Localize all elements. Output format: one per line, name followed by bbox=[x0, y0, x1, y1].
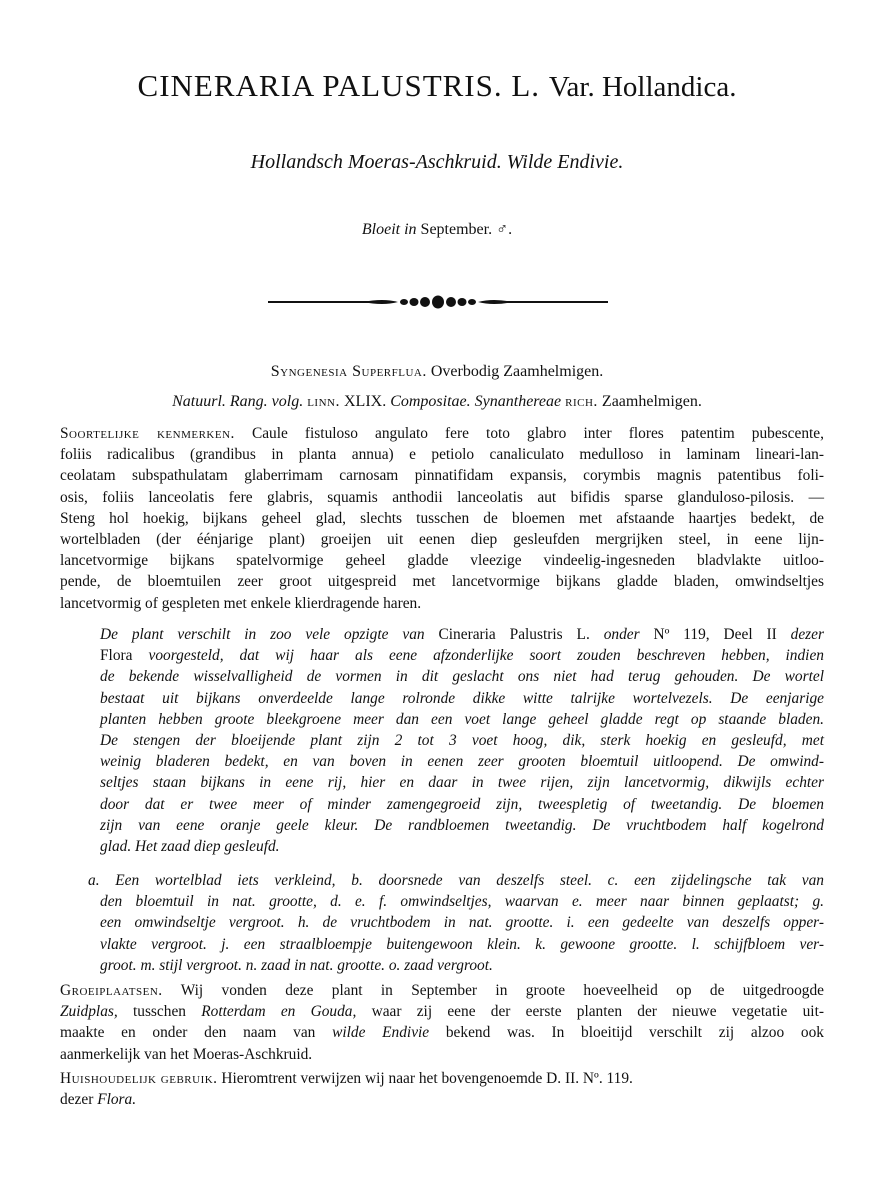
text-line: vlakte vergroot. j. een straalbloempje buitengewoon klein. k. gewoone grootte. l. schijfbloem ver- bbox=[100, 935, 824, 953]
groeiplaatsen-heading: Groeiplaatsen. bbox=[60, 982, 163, 999]
text-line: groot. m. stijl vergroot. n. zaad in nat. grootte. o. zaad vergroot. bbox=[100, 956, 493, 974]
family-dutch: Zaamhelmigen. bbox=[601, 393, 702, 410]
rang-number: XLIX. bbox=[343, 393, 387, 410]
text-line: zijn van eene oranje geele kleur. De randbloemen tweetandig. De vruchtbodem half kogelrond bbox=[100, 816, 824, 834]
text-line: den bloemtuil in nat. grootte, d. e. f. omwindseltjes, waarvan e. meer naar binnen geplaatst; g. bbox=[100, 893, 824, 911]
text-line: weinig bladeren bedekt, en van boven in eenen zeer grooten bloemtuil uitloopend. De omwind- bbox=[100, 753, 824, 771]
text-line: a. Een wortelblad iets verkleind, b. doorsnede van deszelfs steel. c. een zijdelingsche tak van bbox=[88, 872, 824, 889]
page-title bbox=[0, 68, 874, 104]
text-line: lancetvormig of gespleten met enkele klierdragende haren. bbox=[60, 594, 422, 612]
ornamental-divider bbox=[268, 292, 608, 312]
bloei-month: September. bbox=[420, 221, 493, 238]
text-line: Huishoudelijk gebruik. Hieromtrent verwijzen wij naar het bovengenoemde D. II. Nº. 119. bbox=[60, 1070, 633, 1087]
text-line: een omwindseltje vergroot. h. de vruchtbodem in nat. grootte. i. een gedeelte van deszelfs opper- bbox=[100, 914, 824, 932]
text-line: Soortelijke kenmerken. Caule fistuloso angulato fere toto glabro inter flores patentim pubescente, bbox=[60, 425, 824, 442]
title-main: CINERARIA PALUSTRIS. L. bbox=[137, 68, 541, 103]
text-line: Flora voorgesteld, dat wij haar als eene afzonderlijke soort zouden beschreven hebben, indien bbox=[100, 647, 824, 665]
text-line: lancetvormige bijkans spatelvormige geheel gladde vleezige vindeelig-ingesneden bladvlakte uitloo- bbox=[60, 552, 824, 570]
title-variety: Var. Hollandica. bbox=[548, 71, 737, 103]
text-line: de bekende wisselvalligheid de vormen in dit geslacht ons niet had terug gehouden. De wortel bbox=[100, 668, 824, 686]
text-line: wortelbladen (der éénjarige plant) groeijen uit eenen diep gesleufden mergrijken steel, in eene lijn- bbox=[60, 530, 824, 548]
flowering-time bbox=[0, 221, 874, 239]
text-line: pende, de bloemtuilen zeer groot uitgespreid met lancetvormige bijkans gladde bladen, omwindseltjes bbox=[60, 573, 824, 591]
text-line: aanmerkelijk van het Moeras-Aschkruid. bbox=[60, 1045, 313, 1063]
text-line: dezer Flora. bbox=[60, 1091, 137, 1109]
bloei-symbol: ♂. bbox=[496, 221, 513, 238]
natural-rank-line bbox=[0, 393, 874, 411]
rang-label: Natuurl. Rang. volg. bbox=[172, 393, 304, 410]
bloei-label: Bloeit in bbox=[361, 221, 417, 238]
text-line: bestaat uit bijkans onverdeelde lange rolronde dikke witte talrijke wortelvezels. De eenjarige bbox=[100, 689, 824, 707]
text-line: De stengen der bloeijende plant zijn 2 tot 3 voet hoog, dik, sterk hoekig en gesleufd, met bbox=[100, 731, 824, 749]
text-line: door dat er twee meer of minder zamengegroeid zijn, tweespletig of tweetandig. De bloemen bbox=[100, 795, 824, 813]
classification-line bbox=[0, 363, 874, 381]
text-line: De plant verschilt in zoo vele opzigte van Cineraria Palustris L. onder Nº 119, Deel II dezer bbox=[100, 626, 824, 643]
text-line: maakte en onder den naam van wilde Endivie bekend was. In bloeitijd verschilt zij alzoo ook bbox=[60, 1024, 824, 1042]
linn-abbrev: linn. bbox=[307, 393, 340, 410]
text-line: seltjes staan bijkans in eene rij, hier en daar in twee rijen, zijn lancetvormig, dikwijls echter bbox=[100, 774, 824, 792]
habitat-section bbox=[60, 980, 824, 1065]
figure-legend bbox=[88, 870, 824, 976]
family-name: Compositae. Synanthereae bbox=[390, 393, 562, 410]
vernacular-names: Hollandsch Moeras-Aschkruid. Wilde Endivie. bbox=[250, 151, 624, 173]
text-line: Groeiplaatsen. Wij vonden deze plant in September in groote hoeveelheid op de uitgedroogde bbox=[60, 982, 824, 999]
text-line: ceolatam subspathulatam glaberrimam carnosam pinnatifidam expansis, corymbis magnis patentibus foli- bbox=[60, 467, 824, 485]
soort-heading: Soortelijke kenmerken. bbox=[60, 425, 235, 442]
huishoudelijk-heading: Huishoudelijk gebruik. bbox=[60, 1070, 218, 1087]
species-characters bbox=[60, 423, 824, 614]
rich-abbrev: rich. bbox=[565, 393, 598, 410]
text-line: Zuidplas, tusschen Rotterdam en Gouda, waar zij eene der eerste planten der nieuwe vegetatie uit- bbox=[60, 1003, 824, 1021]
text-line: foliis radicalibus (grandibus in planta annua) e petiolo canaliculato medulloso in laminam lineari-lan- bbox=[60, 446, 824, 464]
description-paragraph bbox=[100, 624, 824, 857]
class-name: Syngenesia Superflua. bbox=[270, 363, 427, 380]
text-line: glad. Het zaad diep gesleufd. bbox=[100, 837, 280, 855]
economic-use-section bbox=[60, 1068, 824, 1110]
text-line: Steng hol hoekig, bijkans geheel glad, slechts tusschen de bloemen met afstaande haartjes bedekt, de bbox=[60, 509, 824, 527]
text-line: planten hebben groote bleekgroene meer dan een voet lange geheel gladde regt op staande bladen. bbox=[100, 710, 824, 728]
class-dutch: Overbodig Zaamhelmigen. bbox=[430, 363, 604, 380]
text-line: osis, foliis lanceolatis fere glabris, squamis anthodii lanceolatis aut bifidis sparse glanduloso-pilosis. — bbox=[60, 488, 824, 506]
